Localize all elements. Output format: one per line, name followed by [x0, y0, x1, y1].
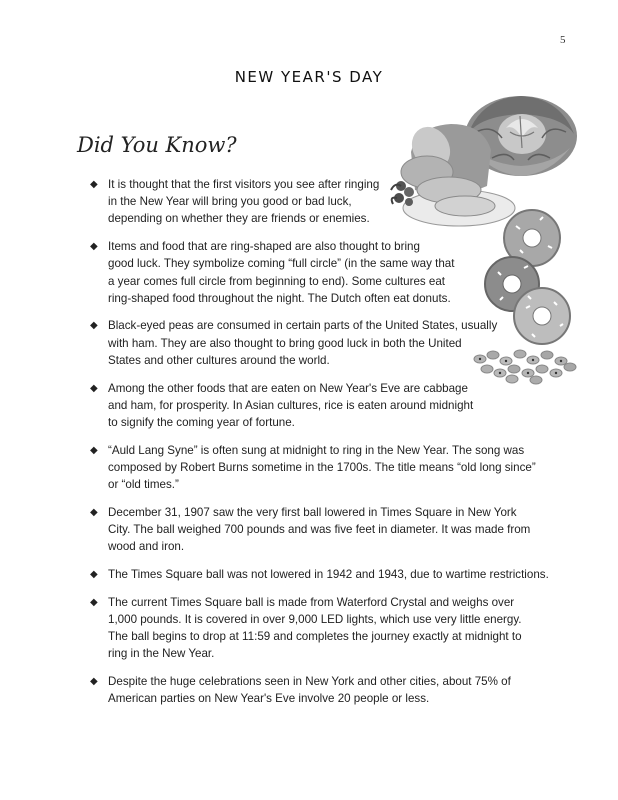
fact-item [90, 442, 549, 494]
fact-line: ring-shaped food throughout the night. The Dutch often eat donuts. [108, 291, 451, 305]
fact-line: Items and food that are ring-shaped are also thought to bring [108, 240, 420, 254]
bullet-diamond-icon: ◆ [90, 506, 98, 518]
fact-line: and ham, for prosperity. In Asian cultures, rice is eaten around midnight [108, 398, 474, 412]
bullet-diamond-icon: ◆ [90, 596, 98, 608]
fact-line: to signify the coming year of fortune. [108, 415, 295, 429]
bullet-diamond-icon: ◆ [90, 675, 98, 687]
fact-line: The current Times Square ball is made from Waterford Crystal and weighs over [108, 595, 515, 609]
fact-item [90, 504, 549, 556]
fact-line: States and other cultures around the world. [108, 353, 330, 367]
bullet-diamond-icon: ◆ [90, 179, 98, 190]
fact-line: ring in the New Year. [108, 647, 215, 661]
fact-line: Despite the huge celebrations seen in New York and other cities, about 75% of [108, 674, 511, 688]
fact-line: or “old times.” [108, 478, 179, 492]
bullet-diamond-icon: ◆ [90, 444, 98, 456]
fact-line: good luck. They symbolize coming “full circle” (in the same way that [108, 257, 455, 271]
bullet-diamond-icon: ◆ [90, 320, 98, 332]
fact-line: Black-eyed peas are consumed in certain parts of the United States, usually [108, 319, 498, 333]
fact-line: a year comes full circle from beginning to end). Some cultures eat [108, 274, 446, 288]
page-title: NEW YEAR'S DAY [234, 68, 384, 86]
bullet-diamond-icon: ◆ [90, 568, 98, 580]
fact-item [90, 566, 549, 583]
fact-item [90, 176, 549, 228]
fact-line: The ball begins to drop at 11:59 and completes the journey exactly at midnight to [108, 629, 522, 643]
bullet-diamond-icon: ◆ [90, 382, 98, 394]
fact-item [90, 238, 549, 307]
fact-item [90, 380, 549, 432]
fact-line: 1,000 pounds. It is covered in over 9,000 LED lights, which use very little energy. [108, 612, 522, 626]
fact-line: City. The ball weighed 700 pounds and was five feet in diameter. It was made from [108, 522, 531, 536]
fact-line: December 31, 1907 saw the very first ball lowered in Times Square in New York [108, 505, 517, 519]
fact-line: Among the other foods that are eaten on New Year's Eve are cabbage [108, 381, 468, 395]
fact-line: wood and iron. [108, 540, 185, 554]
fact-item [90, 317, 549, 369]
fact-line: It is thought that the first visitors you see after ringing [108, 178, 380, 191]
fact-line: with ham. They are also thought to bring good luck in both the United [108, 336, 462, 350]
fact-line: composed by Robert Burns sometime in the 1700s. The title means “old long since” [108, 460, 536, 474]
facts-list [90, 176, 549, 707]
fact-line: American parties on New Year's Eve involve 20 people or less. [108, 692, 430, 706]
fact-line: The Times Square ball was not lowered in 1942 and 1943, due to wartime restrictions. [108, 567, 549, 581]
section-heading: Did You Know? [77, 133, 237, 157]
bullet-diamond-icon: ◆ [90, 241, 98, 253]
fact-item [90, 673, 549, 707]
fact-line: “Auld Lang Syne” is often sung at midnight to ring in the New Year. The song was [108, 443, 525, 457]
page-number: 5 [560, 34, 566, 46]
fact-item [90, 594, 549, 663]
fact-line: in the New Year will bring you good or bad luck, [108, 195, 352, 209]
fact-line: depending on whether they are friends or enemies. [108, 212, 370, 226]
